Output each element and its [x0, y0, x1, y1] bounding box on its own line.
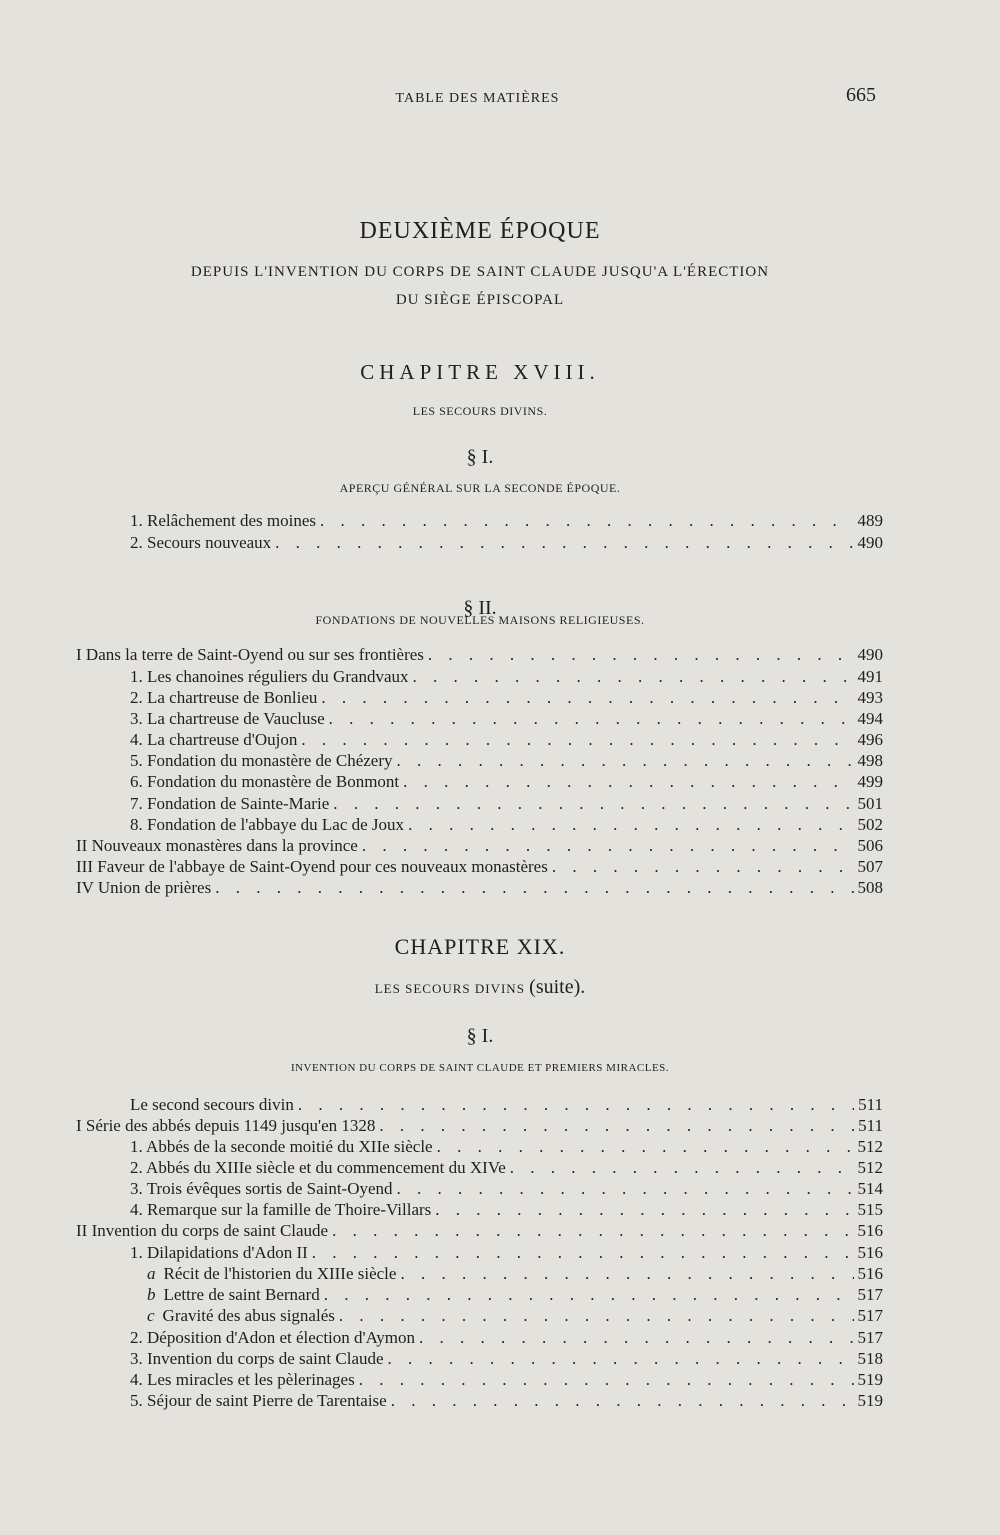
toc-entry [130, 688, 883, 710]
leader-dots [301, 730, 853, 750]
toc-entry-page: 511 [858, 1095, 883, 1114]
toc-entry-page: 514 [857, 1179, 883, 1198]
toc-entry-label: 1. Les chanoines réguliers du Grandvaux [130, 667, 409, 686]
leader-dots [379, 1116, 854, 1136]
toc-entry-label: 6. Fondation du monastère de Bonmont [130, 772, 400, 791]
leader-dots [275, 533, 853, 553]
chapter-19-section-1-title: INVENTION DU CORPS DE SAINT CLAUDE ET PREMIERS MIRACLES. [290, 1062, 670, 1074]
toc-entry-label: III Faveur de l'abbaye de Saint-Oyend pour ces nouveaux monastères [76, 857, 548, 876]
leader-dots [324, 1285, 854, 1305]
leader-dots [298, 1095, 854, 1115]
toc-entry-label: IV Union de prières [76, 878, 212, 897]
leader-dots [428, 645, 854, 665]
toc-entry [130, 815, 883, 837]
toc-entry-text: Lettre de saint Bernard [163, 1285, 320, 1304]
toc-entry-label: 4. La chartreuse d'Oujon [130, 730, 298, 749]
leader-dots [397, 751, 854, 771]
chapter-18-section-1-mark: § I. [466, 446, 494, 468]
toc-entry-page: 493 [857, 688, 883, 707]
toc-entry-label: 7. Fondation de Sainte-Marie [130, 794, 330, 813]
toc-entry [76, 645, 883, 667]
toc-entry [76, 1116, 883, 1138]
chapter-19-subtitle: LES SECOURS DIVINS [374, 981, 525, 996]
toc-entry-page: 511 [858, 1116, 883, 1135]
toc-entry-label: 8. Fondation de l'abbaye du Lac de Joux [130, 815, 405, 834]
toc-entry-text: Récit de l'historien du XIIIe siècle [163, 1264, 397, 1283]
chapter-19-title: CHAPITRE XIX. [394, 934, 566, 959]
toc-entry-page: 494 [857, 709, 883, 728]
toc-entry [130, 730, 883, 752]
toc-entry [130, 794, 883, 816]
toc-entry-label [147, 1285, 320, 1305]
page-number: 665 [846, 84, 876, 106]
toc-entry-label: 1. Relâchement des moines [130, 511, 317, 530]
toc-entry-page: 519 [857, 1370, 883, 1389]
toc-entry-page: 512 [857, 1158, 883, 1177]
toc-entry-page: 498 [857, 751, 883, 770]
toc-entry-label: 3. Invention du corps de saint Claude [130, 1349, 384, 1368]
toc-entry-page: 516 [857, 1221, 883, 1240]
toc-entry-page: 512 [857, 1137, 883, 1156]
toc-entry-page: 502 [857, 815, 883, 834]
leader-dots [359, 1370, 854, 1390]
toc-entry-label: 2. Secours nouveaux [130, 533, 272, 552]
toc-entry-label: 2. La chartreuse de Bonlieu [130, 688, 318, 707]
toc-entry-label: 5. Séjour de saint Pierre de Tarentaise [130, 1391, 387, 1410]
toc-entry-letter: a [147, 1264, 156, 1283]
toc-entry-label: 2. Abbés du XIIIe siècle et du commencement du XIVe [130, 1158, 506, 1177]
leader-dots [362, 836, 854, 856]
toc-entry-label: 2. Déposition d'Adon et élection d'Aymon [130, 1328, 416, 1347]
toc-entry [130, 709, 883, 731]
toc-entry [147, 1285, 883, 1307]
leader-dots [388, 1349, 854, 1369]
leader-dots [321, 688, 853, 708]
chapter-18-section-2-title: FONDATIONS DE NOUVELLES MAISONS RELIGIEUSES. [315, 613, 645, 627]
toc-entry-letter: b [147, 1285, 156, 1304]
leader-dots [333, 794, 853, 814]
leader-dots [435, 1200, 853, 1220]
leader-dots [437, 1137, 854, 1157]
toc-entry-label: 3. La chartreuse de Vaucluse [130, 709, 325, 728]
toc-entry-text: Gravité des abus signalés [162, 1306, 335, 1325]
toc-entry-page: 517 [857, 1328, 883, 1347]
toc-entry [130, 1158, 883, 1180]
toc-entry [130, 667, 883, 689]
toc-entry-page: 499 [857, 772, 883, 791]
toc-entry [76, 836, 883, 858]
toc-entry [76, 857, 883, 879]
toc-entry [130, 1349, 883, 1371]
leader-dots [403, 772, 853, 792]
toc-entry [130, 511, 883, 533]
toc-entry-page: 518 [857, 1349, 883, 1368]
toc-entry [130, 1179, 883, 1201]
toc-entry-page: 516 [857, 1264, 883, 1283]
leader-dots [408, 815, 853, 835]
toc-entry-page: 507 [857, 857, 883, 876]
toc-entry [130, 1200, 883, 1222]
leader-dots [332, 1221, 853, 1241]
toc-entry [130, 533, 883, 555]
toc-entry-letter: c [147, 1306, 155, 1325]
chapter-19-subtitle-suffix: (suite). [529, 976, 586, 998]
leader-dots [400, 1264, 853, 1284]
toc-entry-page: 517 [857, 1285, 883, 1304]
toc-entry-page: 496 [857, 730, 883, 749]
leader-dots [391, 1391, 854, 1411]
toc-entry-label: I Série des abbés depuis 1149 jusqu'en 1328 [76, 1116, 376, 1135]
toc-entry-label: 1. Abbés de la seconde moitié du XIIe siècle [130, 1137, 433, 1156]
chapter-18-subtitle: LES SECOURS DIVINS. [412, 404, 548, 418]
leader-dots [329, 709, 854, 729]
toc-entry-label: 4. Remarque sur la famille de Thoire-Villars [130, 1200, 432, 1219]
leader-dots [419, 1328, 853, 1348]
toc-entry-label: Le second secours divin [130, 1095, 294, 1114]
toc-entry-label: 1. Dilapidations d'Adon II [130, 1243, 308, 1262]
toc-entry [147, 1264, 883, 1286]
toc-entry [130, 1391, 883, 1413]
toc-entry-label [147, 1264, 396, 1284]
toc-entry-label [147, 1306, 335, 1326]
toc-entry-page: 506 [857, 836, 883, 855]
toc-entry-page: 489 [857, 511, 883, 530]
toc-entry-page: 508 [857, 878, 883, 897]
epoch-subtitle-line-1: DEPUIS L'INVENTION DU CORPS DE SAINT CLAUDE JUSQU'A L'ÉRECTION [190, 264, 770, 280]
toc-entry [76, 878, 883, 900]
chapter-18-section-2-mark: § II. [463, 597, 497, 619]
toc-entry [130, 1243, 883, 1265]
toc-entry-label: 3. Trois évêques sortis de Saint-Oyend [130, 1179, 393, 1198]
toc-entry-page: 515 [857, 1200, 883, 1219]
toc-entry-label: 4. Les miracles et les pèlerinages [130, 1370, 355, 1389]
toc-entry-page: 501 [857, 794, 883, 813]
running-title: TABLE DES MATIÈRES [395, 91, 560, 106]
leader-dots [215, 878, 853, 898]
toc-entry-page: 516 [857, 1243, 883, 1262]
toc-entry-label: II Invention du corps de saint Claude [76, 1221, 329, 1240]
leader-dots [312, 1243, 854, 1263]
leader-dots [320, 511, 853, 531]
toc-entry [130, 1370, 883, 1392]
chapter-18-title: CHAPITRE XVIII. [360, 360, 600, 384]
toc-entry-page: 491 [857, 667, 883, 686]
chapter-18-section-1-title: APERÇU GÉNÉRAL SUR LA SECONDE ÉPOQUE. [339, 481, 621, 495]
leader-dots [339, 1306, 854, 1326]
toc-entry-page: 490 [857, 645, 883, 664]
leader-dots [397, 1179, 854, 1199]
leader-dots [510, 1158, 854, 1178]
toc-entry-label: I Dans la terre de Saint-Oyend ou sur ses frontières [76, 645, 424, 664]
toc-entry-label: II Nouveaux monastères dans la province [76, 836, 358, 855]
epoch-subtitle-line-2: DU SIÈGE ÉPISCOPAL [395, 292, 565, 308]
toc-entry [147, 1306, 883, 1328]
toc-entry [130, 1095, 883, 1117]
toc-entry [130, 772, 883, 794]
chapter-19-section-1-mark: § I. [466, 1025, 494, 1047]
leader-dots [552, 857, 854, 877]
epoch-title: DEUXIÈME ÉPOQUE [359, 218, 601, 244]
toc-entry [76, 1221, 883, 1243]
toc-entry [130, 1328, 883, 1350]
toc-entry-page: 519 [857, 1391, 883, 1410]
leader-dots [413, 667, 854, 687]
toc-entry-page: 490 [857, 533, 883, 552]
chapter-19-subtitle-wrap [0, 976, 960, 999]
toc-entry [130, 751, 883, 773]
toc-entry [130, 1137, 883, 1159]
toc-entry-page: 517 [857, 1306, 883, 1325]
toc-entry-label: 5. Fondation du monastère de Chézery [130, 751, 393, 770]
